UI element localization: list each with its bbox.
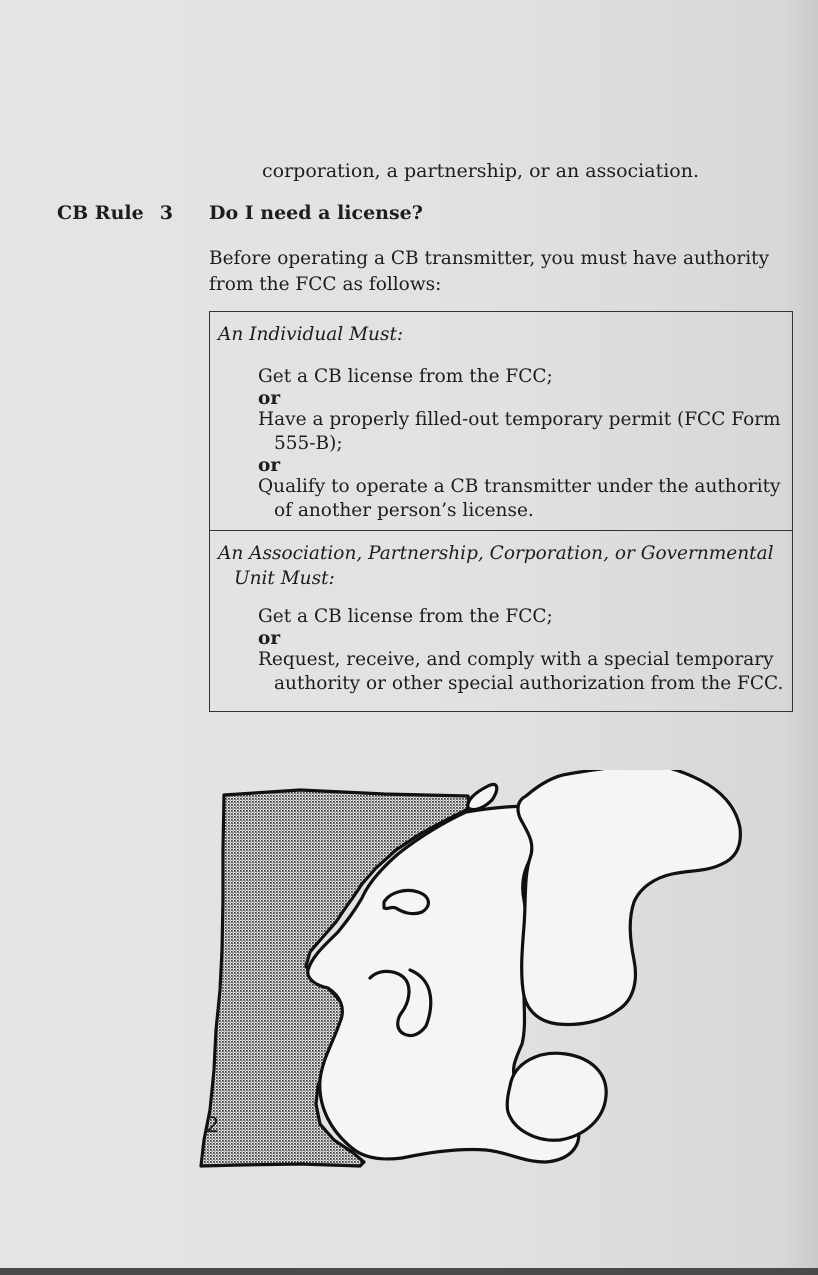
intro-paragraph: Before operating a CB transmitter, you must have authority from the FCC as follows: [209, 248, 770, 295]
page-bottom-edge [0, 1268, 818, 1275]
rule-number: 3 [159, 202, 173, 224]
rule-label [57, 202, 173, 224]
organization-item-2: Request, receive, and comply with a special temporary authority or other special authorization from the FCC. [258, 649, 784, 694]
individual-heading: An Individual Must: [218, 324, 404, 345]
organization-requirements-box [209, 531, 793, 712]
individual-item-1: Get a CB license from the FCC; [258, 366, 553, 387]
cartoon-face-illustration-icon [190, 770, 750, 1180]
individual-or-1: or [258, 388, 281, 409]
organization-heading: An Association, Partnership, Corporation, or Governmental Unit Must: [218, 543, 774, 589]
organization-item-1: Get a CB license from the FCC; [258, 606, 553, 627]
continuation-text: corporation, a partnership, or an association. [262, 160, 699, 182]
individual-item-2: Have a properly filled-out temporary permit (FCC Form 555-B); [258, 409, 781, 454]
organization-or-1: or [258, 628, 281, 649]
hair-shape [518, 770, 740, 1024]
individual-or-2: or [258, 455, 281, 476]
rule-heading: Do I need a license? [209, 202, 423, 224]
individual-list [210, 365, 792, 523]
page-number: 2 [206, 1113, 220, 1137]
organization-list [210, 605, 792, 696]
chin-shape [507, 1053, 606, 1140]
ear-shape [468, 784, 497, 809]
individual-item-3: Qualify to operate a CB transmitter under the authority of another person’s license. [258, 476, 781, 521]
rule-label-text: CB Rule [57, 202, 144, 224]
individual-requirements-box [209, 311, 793, 531]
